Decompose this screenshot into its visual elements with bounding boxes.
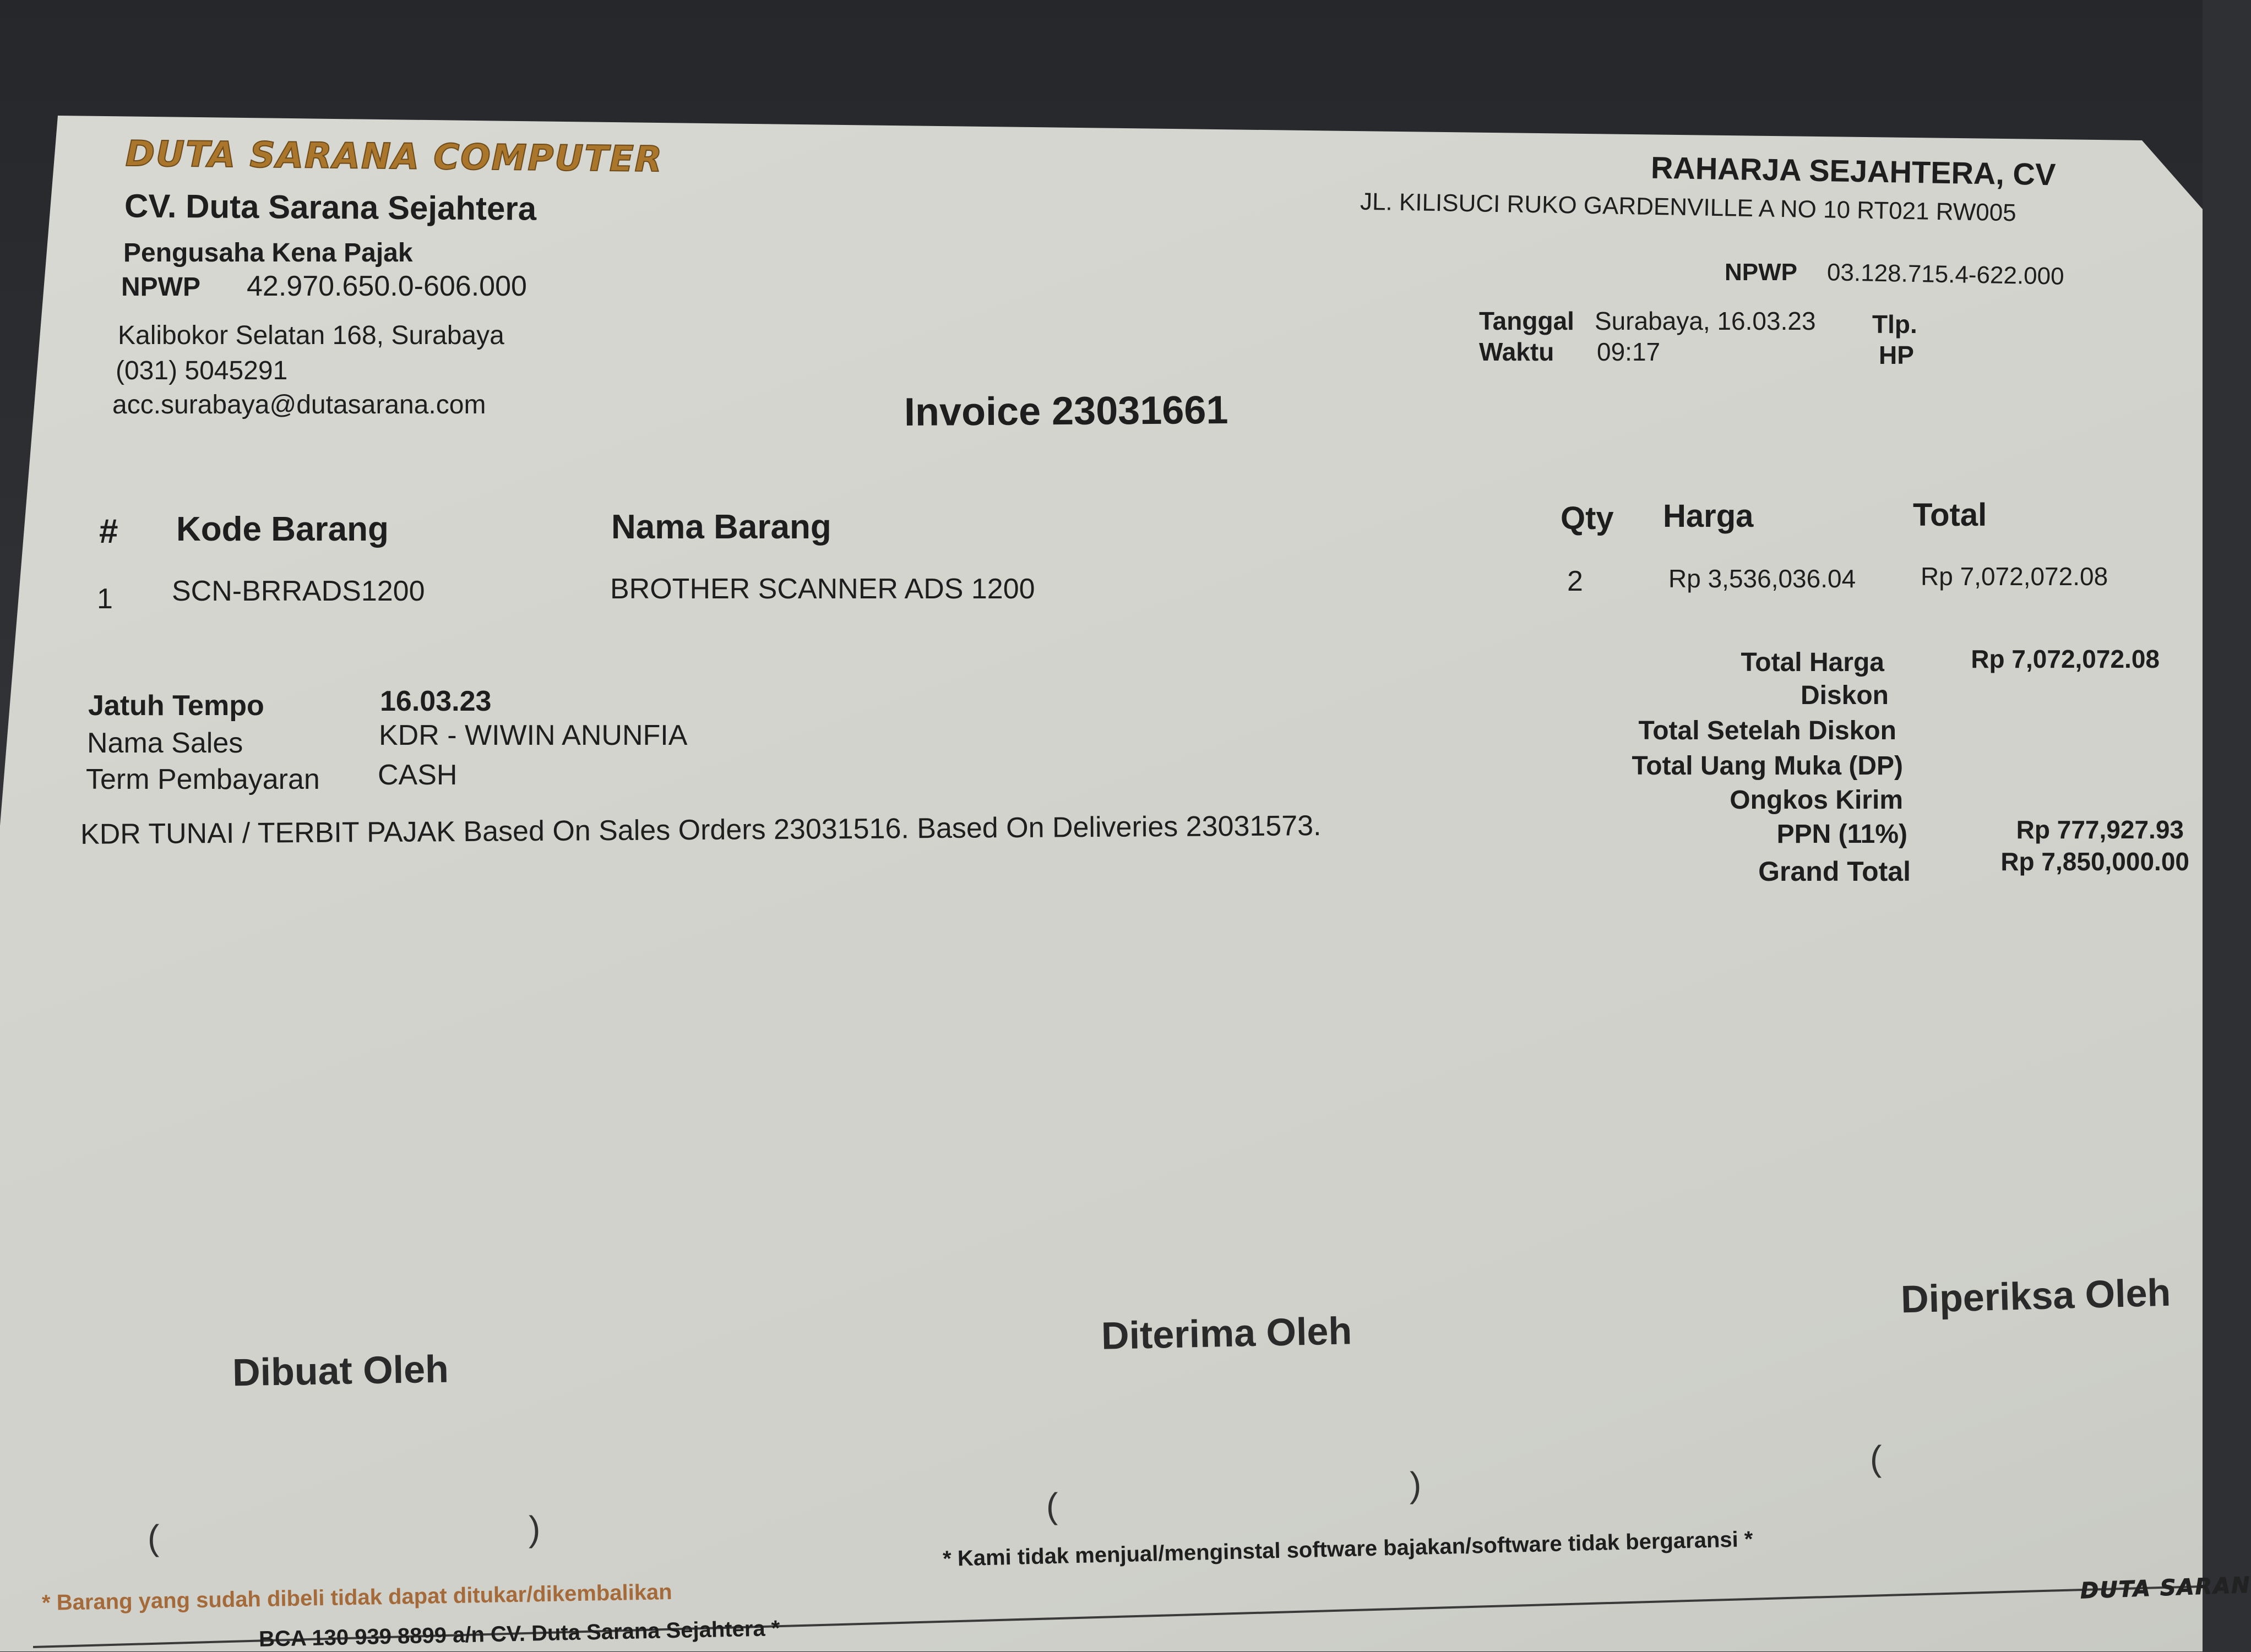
- summary-tax-value: Rp 777,927.93: [2016, 815, 2184, 844]
- bank-note: BCA 130 939 8899 a/n CV. Duta Sarana Sejahtera *: [258, 1616, 780, 1651]
- table-header-name: Nama Barang: [611, 508, 831, 546]
- seller-tax-status: Pengusaha Kena Pajak: [123, 238, 413, 268]
- row-qty: 2: [1567, 565, 1583, 597]
- seller-npwp-label: NPWP: [121, 272, 200, 302]
- buyer-tlp-label: Tlp.: [1872, 310, 1917, 339]
- payment-term-value: CASH: [378, 759, 458, 791]
- sales-name-value: KDR - WIWIN ANUNFIA: [379, 719, 688, 751]
- buyer-date-value: Surabaya, 16.03.23: [1595, 307, 1816, 335]
- summary-grand-total-value: Rp 7,850,000.00: [2000, 847, 2189, 876]
- buyer-date-label: Tanggal: [1479, 307, 1574, 335]
- table-header-code: Kode Barang: [176, 510, 389, 548]
- row-name: BROTHER SCANNER ADS 1200: [610, 573, 1035, 605]
- signature-made-by-open-paren: (: [148, 1518, 160, 1557]
- buyer-time-label: Waktu: [1479, 337, 1554, 366]
- row-price: Rp 3,536,036.04: [1668, 564, 1856, 593]
- due-date-value: 16.03.23: [380, 685, 492, 717]
- signature-checked-by-open-paren: (: [1870, 1438, 1882, 1478]
- buyer-name: RAHARJA SEJAHTERA, CV: [1650, 150, 2056, 192]
- summary-grand-total-label: Grand Total: [1758, 856, 1911, 887]
- signature-made-by-close-paren: ): [529, 1509, 541, 1549]
- table-header-price: Harga: [1663, 498, 1754, 534]
- footer-logo: DUTA SARAN: [2080, 1572, 2251, 1604]
- table-header-total: Total: [1913, 497, 1987, 533]
- buyer-address: JL. KILISUCI RUKO GARDENVILLE A NO 10 RT021 RW005: [1360, 188, 2017, 227]
- seller-email: acc.surabaya@dutasarana.com: [112, 390, 486, 419]
- signature-received-by-open-paren: (: [1046, 1486, 1058, 1525]
- seller-phone: (031) 5045291: [116, 356, 288, 385]
- summary-total-price-label: Total Harga: [1741, 648, 1884, 677]
- software-disclaimer: * Kami tidak menjual/menginstal software bajakan/software tidak bergaransi *: [942, 1527, 1753, 1571]
- buyer-npwp-label: NPWP: [1725, 259, 1797, 286]
- signature-made-by: Dibuat Oleh: [232, 1347, 449, 1394]
- no-return-note: * Barang yang sudah dibeli tidak dapat ditukar/dikembalikan: [41, 1580, 673, 1615]
- signature-received-by-close-paren: ): [1410, 1465, 1422, 1504]
- table-header-qty: Qty: [1561, 500, 1614, 536]
- due-date-label: Jatuh Tempo: [88, 690, 264, 722]
- table-header-no: #: [99, 512, 118, 550]
- summary-after-discount-label: Total Setelah Diskon: [1638, 716, 1896, 745]
- invoice-title: Invoice 23031661: [904, 388, 1228, 435]
- buyer-time-value: 09:17: [1597, 337, 1661, 366]
- buyer-npwp-value: 03.128.715.4-622.000: [1826, 259, 2065, 290]
- summary-down-payment-label: Total Uang Muka (DP): [1632, 751, 1903, 781]
- row-code: SCN-BRRADS1200: [172, 575, 425, 607]
- seller-logo: DUTA SARANA COMPUTER: [125, 133, 664, 181]
- row-total: Rp 7,072,072.08: [1921, 562, 2108, 591]
- seller-address: Kalibokor Selatan 168, Surabaya: [118, 321, 504, 350]
- signature-checked-by: Diperiksa Oleh: [1900, 1271, 2172, 1321]
- signature-received-by: Diterima Oleh: [1101, 1309, 1352, 1357]
- seller-npwp-value: 42.970.650.0-606.000: [247, 270, 527, 302]
- buyer-hp-label: HP: [1879, 341, 1914, 369]
- row-no: 1: [97, 583, 113, 615]
- payment-term-label: Term Pembayaran: [86, 764, 320, 795]
- sales-name-label: Nama Sales: [87, 727, 243, 759]
- summary-tax-label: PPN (11%): [1776, 820, 1907, 849]
- summary-discount-label: Diskon: [1800, 681, 1889, 710]
- summary-shipping-label: Ongkos Kirim: [1730, 786, 1903, 815]
- order-note: KDR TUNAI / TERBIT PAJAK Based On Sales Orders 23031516. Based On Deliveries 23031573.: [80, 810, 1322, 850]
- summary-total-price-value: Rp 7,072,072.08: [1971, 645, 2160, 673]
- seller-company-name: CV. Duta Sarana Sejahtera: [124, 187, 537, 227]
